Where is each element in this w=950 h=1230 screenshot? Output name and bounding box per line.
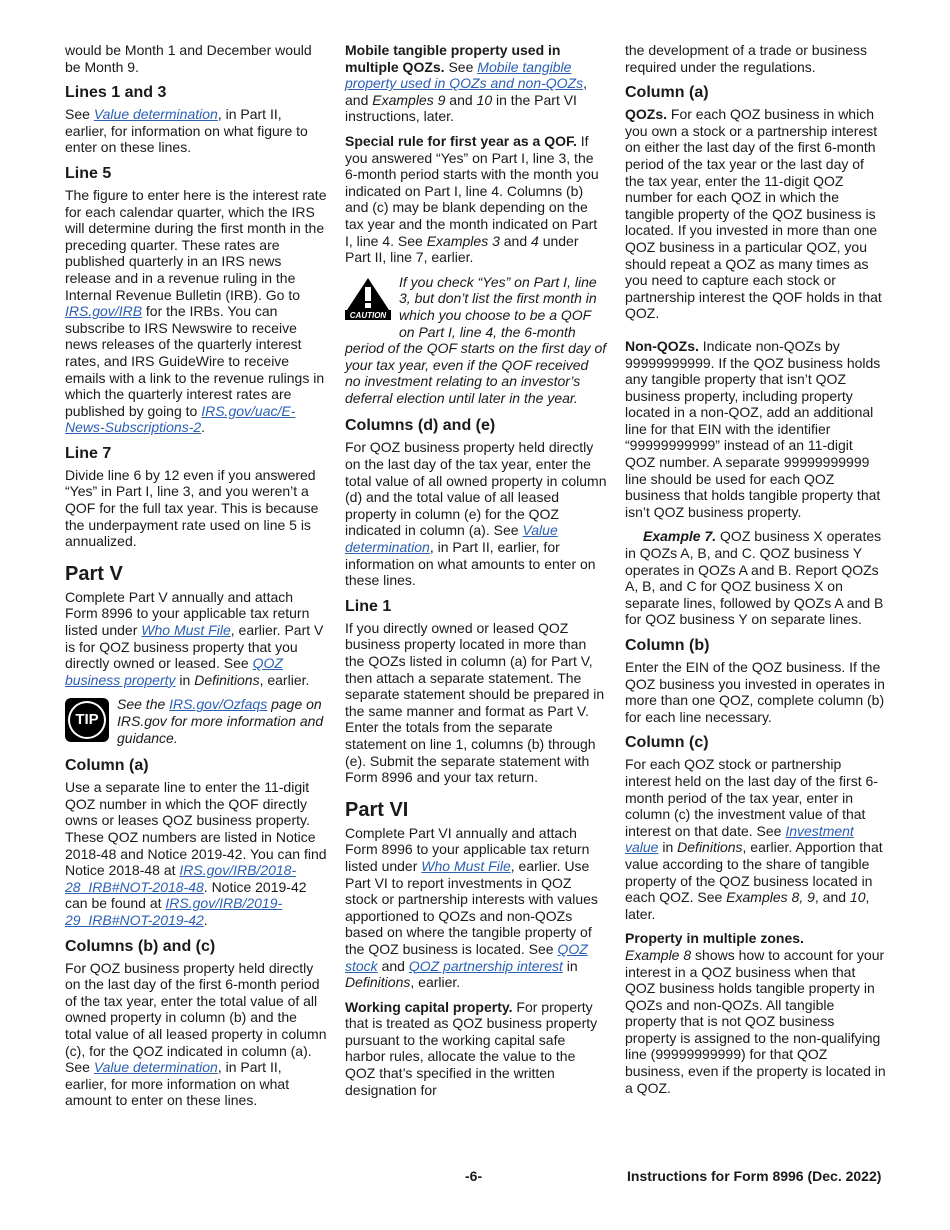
text-run: , later. [625, 889, 870, 922]
link[interactable]: IRS.gov/IRB [65, 303, 143, 320]
text-run: , earlier. Apportion that value according to the share of tangible property of the QOZ business located in each QOZ. See [625, 839, 883, 906]
text-run: Examples 3 [426, 232, 500, 249]
text-run: Line 5 [65, 164, 112, 182]
tip-icon [65, 698, 109, 742]
text-run: in the Part VI instructions, later. [345, 91, 577, 125]
text-run: Part V [65, 562, 123, 585]
text-run: If you check “Yes” on Part I, line 3, but don’t list the first month in which you choose to be a QOF on Part I, line 4, the 6-month period of the QOF starts on the first day of your tax year, even if the QOF received no investment relating to an investor’s deferral election until later in the year. [345, 273, 607, 406]
link[interactable]: IRS.gov/IRB/2019-29_IRB#NOT-2019-42 [65, 895, 283, 928]
text-run: Divide line 6 by 12 even if you answered “Yes” in Part I, line 3, and you weren’t a QOF for the full tax year. This is because the underpayment rate used on line 5 is annualized. [65, 466, 319, 550]
run-in-heading: Example 7. [643, 528, 717, 545]
link[interactable]: IRS.gov/Ozfaqs [169, 696, 268, 713]
text-run: For property that is treated as QOZ business property pursuant to the working capital safe harbor rules, allocate the value to the QOZ that’s specified in the written designation for [345, 998, 598, 1098]
text-run: Columns (b) and (c) [65, 937, 216, 955]
text-run: Column (c) [625, 734, 709, 752]
paragraph [345, 999, 607, 1099]
paragraph [65, 106, 327, 156]
paragraph [65, 187, 327, 436]
text-column-right [625, 42, 887, 1104]
paragraph [625, 930, 887, 1096]
paragraph [625, 42, 887, 75]
text-run: Enter the EIN of the QOZ business. If the QOZ business you invested in operates in more than one QOZ, complete column (b) for each line necessary. [625, 659, 885, 725]
text-run: Part VI [345, 798, 409, 821]
text-run: under Part II, line 7, earlier. [345, 232, 579, 266]
paragraph [345, 439, 607, 588]
link[interactable]: IRS.gov/uac/E-News-Subscriptions-2 [65, 402, 296, 436]
text-run: See [65, 106, 94, 123]
text-run: Column (a) [65, 757, 149, 775]
text-run: , earlier. Part V is for QOZ business property that you directly owned or leased. See [65, 622, 324, 672]
text-run: and [499, 232, 532, 249]
run-in-heading: Mobile tangible property used in multiple QOZs. [345, 42, 561, 75]
link[interactable]: Who Must File [141, 622, 231, 639]
section-heading [65, 562, 327, 586]
text-run: and [377, 957, 409, 974]
paragraph [65, 42, 327, 75]
link[interactable]: Mobile tangible property used in QOZs and non-QOZs [345, 58, 584, 92]
run-in-heading: Property in multiple zones. [625, 930, 804, 947]
text-run: 10 [476, 91, 493, 108]
paragraph [625, 338, 887, 521]
link[interactable]: Investment value [625, 822, 854, 856]
text-run: Line 1 [345, 597, 392, 615]
paragraph [625, 528, 887, 628]
link[interactable]: QOZ partnership interest [408, 957, 563, 974]
text-run: For QOZ business property held directly on the last day of the first 6-month period of the tax year, enter the total value of all owned property in column (b) and the total value of all leased property in column (c), for the QOZ indicated in column (a). See [65, 959, 327, 1076]
link[interactable]: Who Must File [421, 857, 511, 874]
paragraph [345, 42, 607, 125]
caution-note [345, 274, 607, 407]
run-in-heading: Working capital property. [345, 998, 513, 1015]
text-run: See the [117, 696, 170, 713]
subsection-heading [65, 83, 327, 102]
paragraph [625, 659, 887, 725]
text-run: shows how to account for your interest in a QOZ business when that QOZ business holds tangible property in QOZs and non-QOZs. All tangible property that is not QOZ business property is assigned to the non-qualifying line (99999999999) for that QOZ business, even if the property is located in a QOZ. [625, 946, 886, 1096]
text-run: the development of a trade or business required under the regulations. [625, 42, 868, 75]
subsection-heading [65, 444, 327, 463]
text-run: Use a separate line to enter the 11-digit QOZ number in which the QOF directly owns or leases QOZ business property. These QOZ numbers are listed in Notice 2018-48 and Notice 2019-42. You can find Notice 2018-48 at [65, 779, 327, 879]
caution-icon [345, 276, 391, 324]
text-run: See [444, 58, 478, 75]
text-run: , earlier. Use Part VI to report investments in QOZ stock or partnership interests with values apportioned to QOZs and non-QOZs based on where the tangible property of the QOZ business is located. See [345, 857, 598, 957]
text-run: Example 8 [625, 946, 692, 963]
link[interactable]: IRS.gov/IRB/2018-28_IRB#NOT-2018-48 [65, 862, 297, 895]
text-run: , in Part II, earlier, for more information on what amount to enter on these lines. [65, 1059, 290, 1109]
text-run: For each QOZ business in which you own a stock or a partnership interest on either the last day of the first 6-month period of the tax year or the last day of the tax year, enter the 11-digit QOZ number for each QOZ in which the tangible property of the QOZ business is located. If you invested in more than one QOZ business in a particular QOZ, you should repeat a QOZ as many times as you need to capture each stock or partnership interest the QOF holds in that QOZ. [625, 106, 882, 322]
text-run: , earlier. [259, 671, 310, 688]
text-run: . [201, 419, 206, 436]
caution-icon-label: CAUTION [349, 310, 387, 320]
text-run: in [658, 839, 678, 856]
text-column-middle [345, 42, 607, 1106]
text-run: for the IRBs. You can subscribe to IRS Newswire to receive news releases of the quarterly interest rates, and IRS GuideWire to receive emails with a link to the revenue rulings in which the quarterly interest rates are published by going to [65, 303, 325, 419]
text-run: , and [814, 889, 850, 906]
run-in-heading: QOZs. [625, 106, 668, 123]
run-in-heading: Special rule for first year as a QOF. [345, 132, 577, 149]
text-run: page on IRS.gov for more information and guidance. [117, 696, 324, 746]
text-run: Indicate non-QOZs by 99999999999. If the QOZ business holds any tangible property that isn’t QOZ business property, including property located in a non-QOZ, add an additional line for that EIN with the identifier “99999999999” instead of an 11-digit QOZ number. A separate 99999999999 line should be used for each QOZ business that holds tangible property that isn’t QOZ business property. [625, 337, 881, 520]
text-run: . Notice 2019-42 can be found at [65, 878, 307, 912]
paragraph [65, 779, 327, 928]
text-run: For each QOZ stock or partnership interest held on the last day of the first 6-month period of the tax year, enter in column (c) the investment value of that interest on that date. See [625, 756, 878, 839]
text-run: QOZ business X operates in QOZs A, B, and C. QOZ business Y operates in QOZs A and B. Report QOZs A, B, and C for QOZ business X on separate lines, followed by QOZs A and B for QOZ business Y on separate lines. [625, 528, 884, 628]
subsection-heading [625, 83, 887, 102]
text-run: Column (a) [625, 84, 709, 102]
text-run: Definitions [677, 839, 743, 856]
text-run: Definitions [194, 671, 260, 688]
tip-note [65, 696, 327, 746]
text-run: Column (b) [625, 637, 710, 654]
text-run: Examples 9 [372, 91, 446, 108]
text-run: The figure to enter here is the interest rate for each calendar quarter, which the IRS will determine during the first month in the preceding quarter. These rates are published quarterly in an IRS news release and in a revenue ruling in the Internal Revenue Bulletin (IRB). Go to [65, 186, 327, 303]
text-run: in [175, 671, 195, 688]
link[interactable]: Value determination [345, 522, 558, 556]
text-run: in [562, 957, 578, 974]
paragraph [65, 467, 327, 550]
text-run: Definitions [345, 974, 411, 991]
subsection-heading [625, 733, 887, 752]
text-run: Examples 8, 9 [726, 889, 815, 906]
paragraph [345, 620, 607, 786]
text-run: For QOZ business property held directly on the last day of the tax year, enter the total value of all owned property in column (d) and the total value of all leased property in column (e) for the QOZ indicated in column (a). See [345, 439, 607, 539]
text-run: , in Part II, earlier, for information on what figure to enter on these lines. [65, 106, 308, 156]
paragraph [345, 133, 607, 266]
text-run: Line 7 [65, 444, 112, 462]
section-heading [345, 798, 607, 822]
page-number: -6- [465, 1168, 483, 1184]
text-run: would be Month 1 and December would be Month 9. [65, 42, 312, 75]
text-run: Complete Part VI annually and attach Form 8996 to your applicable tax return listed under [345, 824, 590, 874]
paragraph [625, 106, 887, 322]
subsection-heading [65, 937, 327, 956]
link[interactable]: QOZ stock [345, 940, 588, 974]
text-run: , earlier. [410, 974, 461, 991]
text-run: . [203, 911, 208, 928]
subsection-heading [65, 164, 327, 183]
footer-title: Instructions for Form 8996 (Dec. 2022) [627, 1168, 882, 1184]
paragraph [65, 960, 327, 1109]
subsection-heading [65, 756, 327, 775]
subsection-heading [345, 597, 607, 616]
paragraph [345, 825, 607, 991]
subsection-heading [625, 636, 887, 655]
link[interactable]: Value determination [93, 106, 218, 123]
run-in-heading: Non-QOZs. [625, 337, 699, 354]
text-run: If you answered “Yes” on Part I, line 3, the 6-month period starts with the month you indicated on Part I, line 4. Columns (b) and (c) may be blank depending on the tax year and the month indicated on Part I, line 4. See [345, 132, 599, 249]
text-run: 10 [849, 889, 866, 906]
text-run: Lines 1 and 3 [65, 84, 167, 102]
text-run: 4 [531, 232, 539, 249]
text-column-left [65, 42, 327, 1117]
text-run: and [445, 91, 477, 108]
text-run: Complete Part V annually and attach Form 8996 to your applicable tax return listed under [65, 588, 310, 639]
link[interactable]: Value determination [93, 1059, 218, 1076]
text-run: Columns (d) and (e) [345, 417, 496, 435]
paragraph [65, 589, 327, 689]
link[interactable]: QOZ business property [65, 655, 283, 688]
text-run: , and [345, 75, 587, 108]
paragraph [625, 756, 887, 922]
text-run: If you directly owned or leased QOZ business property located in more than the QOZs listed in column (a) for Part V, then attach a separate statement. The separate statement should be prepared in the same manner and format as Part V. Enter the totals from the separate statement on line 1, columns (b) through (e). Submit the separate statement with Form 8996 and your tax return. [345, 619, 605, 786]
text-run: , in Part II, earlier, for information on what amounts to enter on these lines. [345, 539, 596, 589]
tip-icon-label: TIP [70, 703, 104, 737]
subsection-heading [345, 416, 607, 435]
